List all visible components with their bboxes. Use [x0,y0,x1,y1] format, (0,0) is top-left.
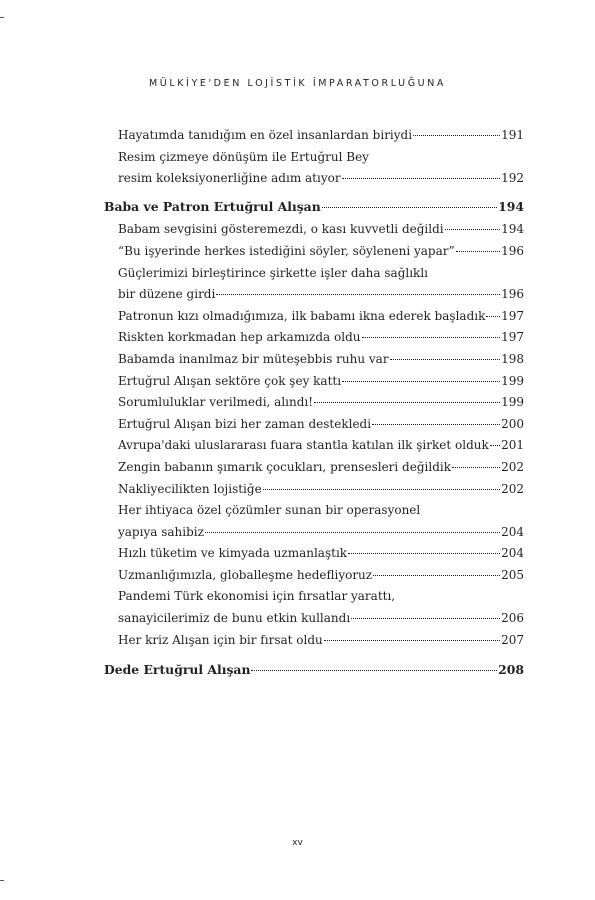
dot-leader [456,250,500,252]
toc-entry-page: 204 [501,524,524,539]
dot-leader [445,228,500,230]
toc-entry-title: Sorumluluklar verilmedi, alındı! [118,395,314,410]
toc-entry-title: Patronun kızı olmadığımıza, ilk babamı ikna ederek başladık [118,308,486,323]
dot-leader [263,488,500,490]
dot-leader [452,466,500,468]
toc-entry-title: Babam sevgisini gösteremezdi, o kası kuvvetli değildi [118,222,444,237]
toc-entry [104,414,524,436]
dot-leader [314,401,500,403]
toc-chapter-title: Dede Ertuğrul Alışan [104,662,251,678]
toc-entry [104,522,524,544]
toc-entry [104,392,524,414]
toc-entry-title: Uzmanlığımızla, globalleşme hedefliyoruz [118,567,373,582]
toc-entry-page: 196 [501,287,524,302]
toc-entry-page: 196 [501,243,524,258]
dot-leader [348,552,500,554]
toc-entry-page: 199 [501,373,524,388]
toc-chapter-page: 208 [498,662,524,678]
toc-entry-title-line1: Her ihtiyaca özel çözümler sunan bir operasyonel [118,503,421,518]
toc-entry-page: 192 [501,171,524,186]
toc-entry-title: sanayicilerimiz de bunu etkin kullandı [118,611,351,626]
toc-entry-title: Avrupa'daki uluslararası fuara stantla katılan ilk şirket olduk [118,438,489,453]
dot-leader [413,134,500,136]
table-of-contents [104,125,524,683]
dot-leader [351,617,500,619]
toc-entry-title: Ertuğrul Alışan sektöre çok şey kattı [118,373,342,388]
toc-entry [104,479,524,501]
toc-entry-title: Babamda inanılmaz bir müteşebbis ruhu var [118,351,389,366]
toc-entry-page: 205 [501,567,524,582]
dot-leader [390,358,501,360]
toc-entry-page: 198 [501,351,524,366]
toc-entry [104,435,524,457]
toc-entry-page: 206 [501,611,524,626]
crop-mark [0,880,4,881]
toc-entry-page: 202 [501,481,524,496]
toc-entry [104,349,524,371]
toc-entry-title: Ertuğrul Alışan bizi her zaman destekledi [118,416,372,431]
toc-entry-title: Zengin babanın şımarık çocukları, prensesleri değildik [118,459,451,474]
toc-entry-page: 207 [501,632,524,647]
toc-entry [104,306,524,328]
toc-entry-page: 201 [501,438,524,453]
toc-entry [104,241,524,263]
dot-leader [342,380,500,382]
toc-entry-title-line1: Güçlerimizi birleştirince şirkette işler daha sağlıklı [118,265,428,280]
toc-entry [104,457,524,479]
toc-entry-page: 194 [501,222,524,237]
dot-leader [324,639,500,641]
toc-entry-title: bir düzene girdi [118,287,216,302]
toc-entry-title: Hızlı tüketim ve kimyada uzmanlaştık [118,546,348,561]
dot-leader [322,206,497,208]
toc-entry-title: “Bu işyerinde herkes istediğini söyler, söyleneni yapar” [118,243,455,258]
toc-entry [104,608,524,630]
toc-entry-title-line1: Resim çizmeye dönüşüm ile Ertuğrul Bey [118,149,369,164]
toc-entry [104,284,524,306]
dot-leader [251,669,497,671]
toc-entry-title-line1: Pandemi Türk ekonomisi için fırsatlar yarattı, [118,589,396,604]
toc-chapter-title: Baba ve Patron Ertuğrul Alışan [104,198,321,214]
toc-entry-title: Nakliyecilikten lojistiğe [118,481,262,496]
dot-leader [486,315,500,317]
toc-entry [104,543,524,565]
toc-entry [104,630,524,652]
dot-leader [205,531,500,533]
running-header: MÜLKİYE'DEN LOJİSTİK İMPARATORLUĞUNA [148,78,447,89]
dot-leader [490,444,500,446]
toc-entry-title: yapıya sahibiz [118,524,204,539]
toc-entry-page: 191 [501,128,524,142]
crop-mark [0,17,4,18]
toc-entry-page: 197 [501,308,524,323]
toc-entry-page: 197 [501,330,524,345]
toc-entry-title: Hayatımda tanıdığım en özel insanlardan biriydi [118,128,413,142]
toc-chapter [104,196,524,218]
dot-leader [342,177,501,179]
toc-entry-page: 204 [501,546,524,561]
toc-entry [104,327,524,349]
toc-entry-page: 202 [501,459,524,474]
toc-entry [104,565,524,587]
toc-chapter [104,659,524,681]
toc-entry [104,371,524,393]
toc-entry [104,168,524,190]
toc-entry-title: Riskten korkmadan hep arkamızda oldu [118,330,361,345]
toc-entry [104,219,524,241]
dot-leader [216,293,500,295]
dot-leader [362,336,501,338]
toc-entry-page: 199 [501,395,524,410]
dot-leader [373,574,500,576]
dot-leader [372,423,500,425]
toc-entry [104,125,524,147]
toc-entry-title: resim koleksiyonerliğine adım atıyor [118,171,341,186]
toc-entry-page: 200 [501,416,524,431]
page-number: xv [292,838,303,848]
toc-chapter-page: 194 [498,198,524,214]
toc-entry-title: Her kriz Alışan için bir fırsat oldu [118,632,323,647]
